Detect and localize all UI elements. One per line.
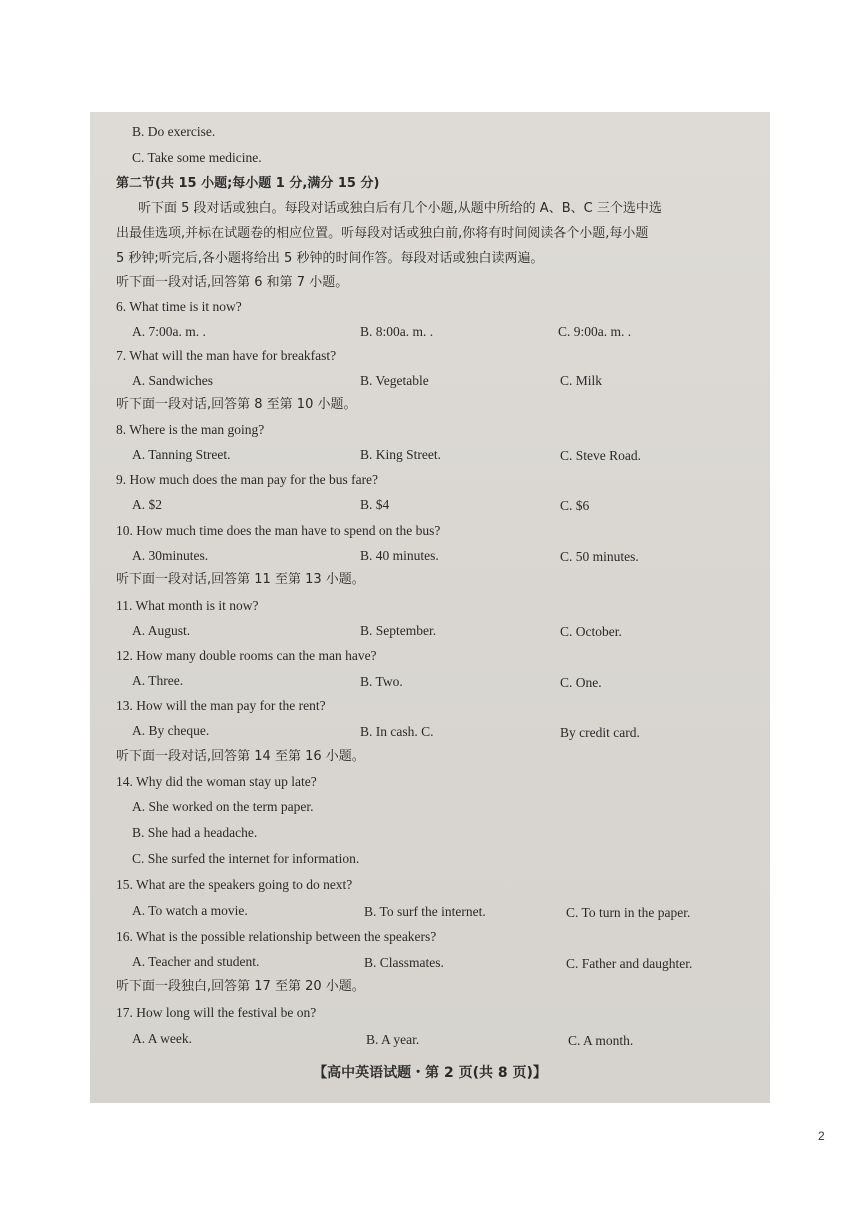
q16-option-c: C. Father and daughter.	[566, 956, 693, 971]
q11-option-c: C. October.	[560, 624, 622, 639]
group-instruction: 听下面一段对话,回答第 6 和第 7 小题。	[116, 275, 349, 290]
q11-option-a: A. August.	[132, 623, 191, 638]
q6-option-b: B. 8:00a. m. .	[360, 324, 434, 339]
q13-option-a: A. By cheque.	[132, 723, 210, 738]
q12-option-a: A. Three.	[132, 673, 184, 688]
group-instruction: 听下面一段对话,回答第 8 至第 10 小题。	[116, 397, 357, 412]
question-10: 10. How much time does the man have to spend on the bus?	[116, 523, 441, 538]
q10-option-a: A. 30minutes.	[132, 548, 209, 563]
q9-option-b: B. $4	[360, 497, 390, 512]
q17-option-c: C. A month.	[568, 1033, 634, 1048]
instructions-line-1: 听下面 5 段对话或独白。每段对话或独白后有几个小题,从题中所给的 A、B、C 三个选中选	[138, 201, 662, 216]
q13-option-b: B. In cash. C.	[360, 724, 434, 739]
page-number: 2	[818, 1129, 825, 1143]
q15-option-c: C. To turn in the paper.	[566, 905, 691, 920]
q9-option-c: C. $6	[560, 498, 590, 513]
q6-option-c: C. 9:00a. m. .	[558, 324, 632, 339]
prev-option-b: B. Do exercise.	[132, 124, 216, 139]
page-footer: 【高中英语试题・第 2 页(共 8 页)】	[313, 1065, 547, 1081]
q8-option-c: C. Steve Road.	[560, 448, 641, 463]
q7-option-b: B. Vegetable	[360, 373, 429, 388]
question-16: 16. What is the possible relationship between the speakers?	[116, 929, 437, 944]
section-heading: 第二节(共 15 小题;每小题 1 分,满分 15 分)	[116, 176, 380, 191]
prev-option-c: C. Take some medicine.	[132, 150, 262, 165]
q12-option-c: C. One.	[560, 675, 602, 690]
question-13: 13. How will the man pay for the rent?	[116, 698, 326, 713]
q14-option-c: C. She surfed the internet for information.	[132, 851, 360, 866]
q14-option-b: B. She had a headache.	[132, 825, 258, 840]
question-8: 8. Where is the man going?	[116, 422, 265, 437]
q8-option-a: A. Tanning Street.	[132, 447, 231, 462]
group-instruction: 听下面一段独白,回答第 17 至第 20 小题。	[116, 979, 365, 994]
q14-option-a: A. She worked on the term paper.	[132, 799, 314, 814]
question-9: 9. How much does the man pay for the bus fare?	[116, 472, 379, 487]
q16-option-b: B. Classmates.	[364, 955, 444, 970]
q13-option-c: By credit card.	[560, 725, 640, 740]
group-instruction: 听下面一段对话,回答第 11 至第 13 小题。	[116, 572, 365, 587]
instructions-line-2: 出最佳选项,并标在试题卷的相应位置。听每段对话或独白前,你将有时间阅读各个小题,每小题	[116, 226, 649, 241]
question-11: 11. What month is it now?	[116, 598, 259, 613]
question-14: 14. Why did the woman stay up late?	[116, 774, 317, 789]
question-12: 12. How many double rooms can the man have?	[116, 648, 377, 663]
question-15: 15. What are the speakers going to do next?	[116, 877, 353, 892]
q17-option-b: B. A year.	[366, 1032, 420, 1047]
q7-option-a: A. Sandwiches	[132, 373, 213, 388]
q9-option-a: A. $2	[132, 497, 162, 512]
q10-option-c: C. 50 minutes.	[560, 549, 639, 564]
q11-option-b: B. September.	[360, 623, 437, 638]
q16-option-a: A. Teacher and student.	[132, 954, 260, 969]
q6-option-a: A. 7:00a. m. .	[132, 324, 206, 339]
q8-option-b: B. King Street.	[360, 447, 441, 462]
question-7: 7. What will the man have for breakfast?	[116, 348, 337, 363]
instructions-line-3: 5 秒钟;听完后,各小题将给出 5 秒钟的时间作答。每段对话或独白读两遍。	[116, 251, 544, 266]
scanned-exam-page	[90, 112, 770, 1103]
q10-option-b: B. 40 minutes.	[360, 548, 439, 563]
q12-option-b: B. Two.	[360, 674, 403, 689]
q15-option-b: B. To surf the internet.	[364, 904, 486, 919]
question-6: 6. What time is it now?	[116, 299, 242, 314]
question-17: 17. How long will the festival be on?	[116, 1005, 317, 1020]
group-instruction: 听下面一段对话,回答第 14 至第 16 小题。	[116, 749, 365, 764]
q15-option-a: A. To watch a movie.	[132, 903, 248, 918]
q17-option-a: A. A week.	[132, 1031, 192, 1046]
q7-option-c: C. Milk	[560, 373, 603, 388]
